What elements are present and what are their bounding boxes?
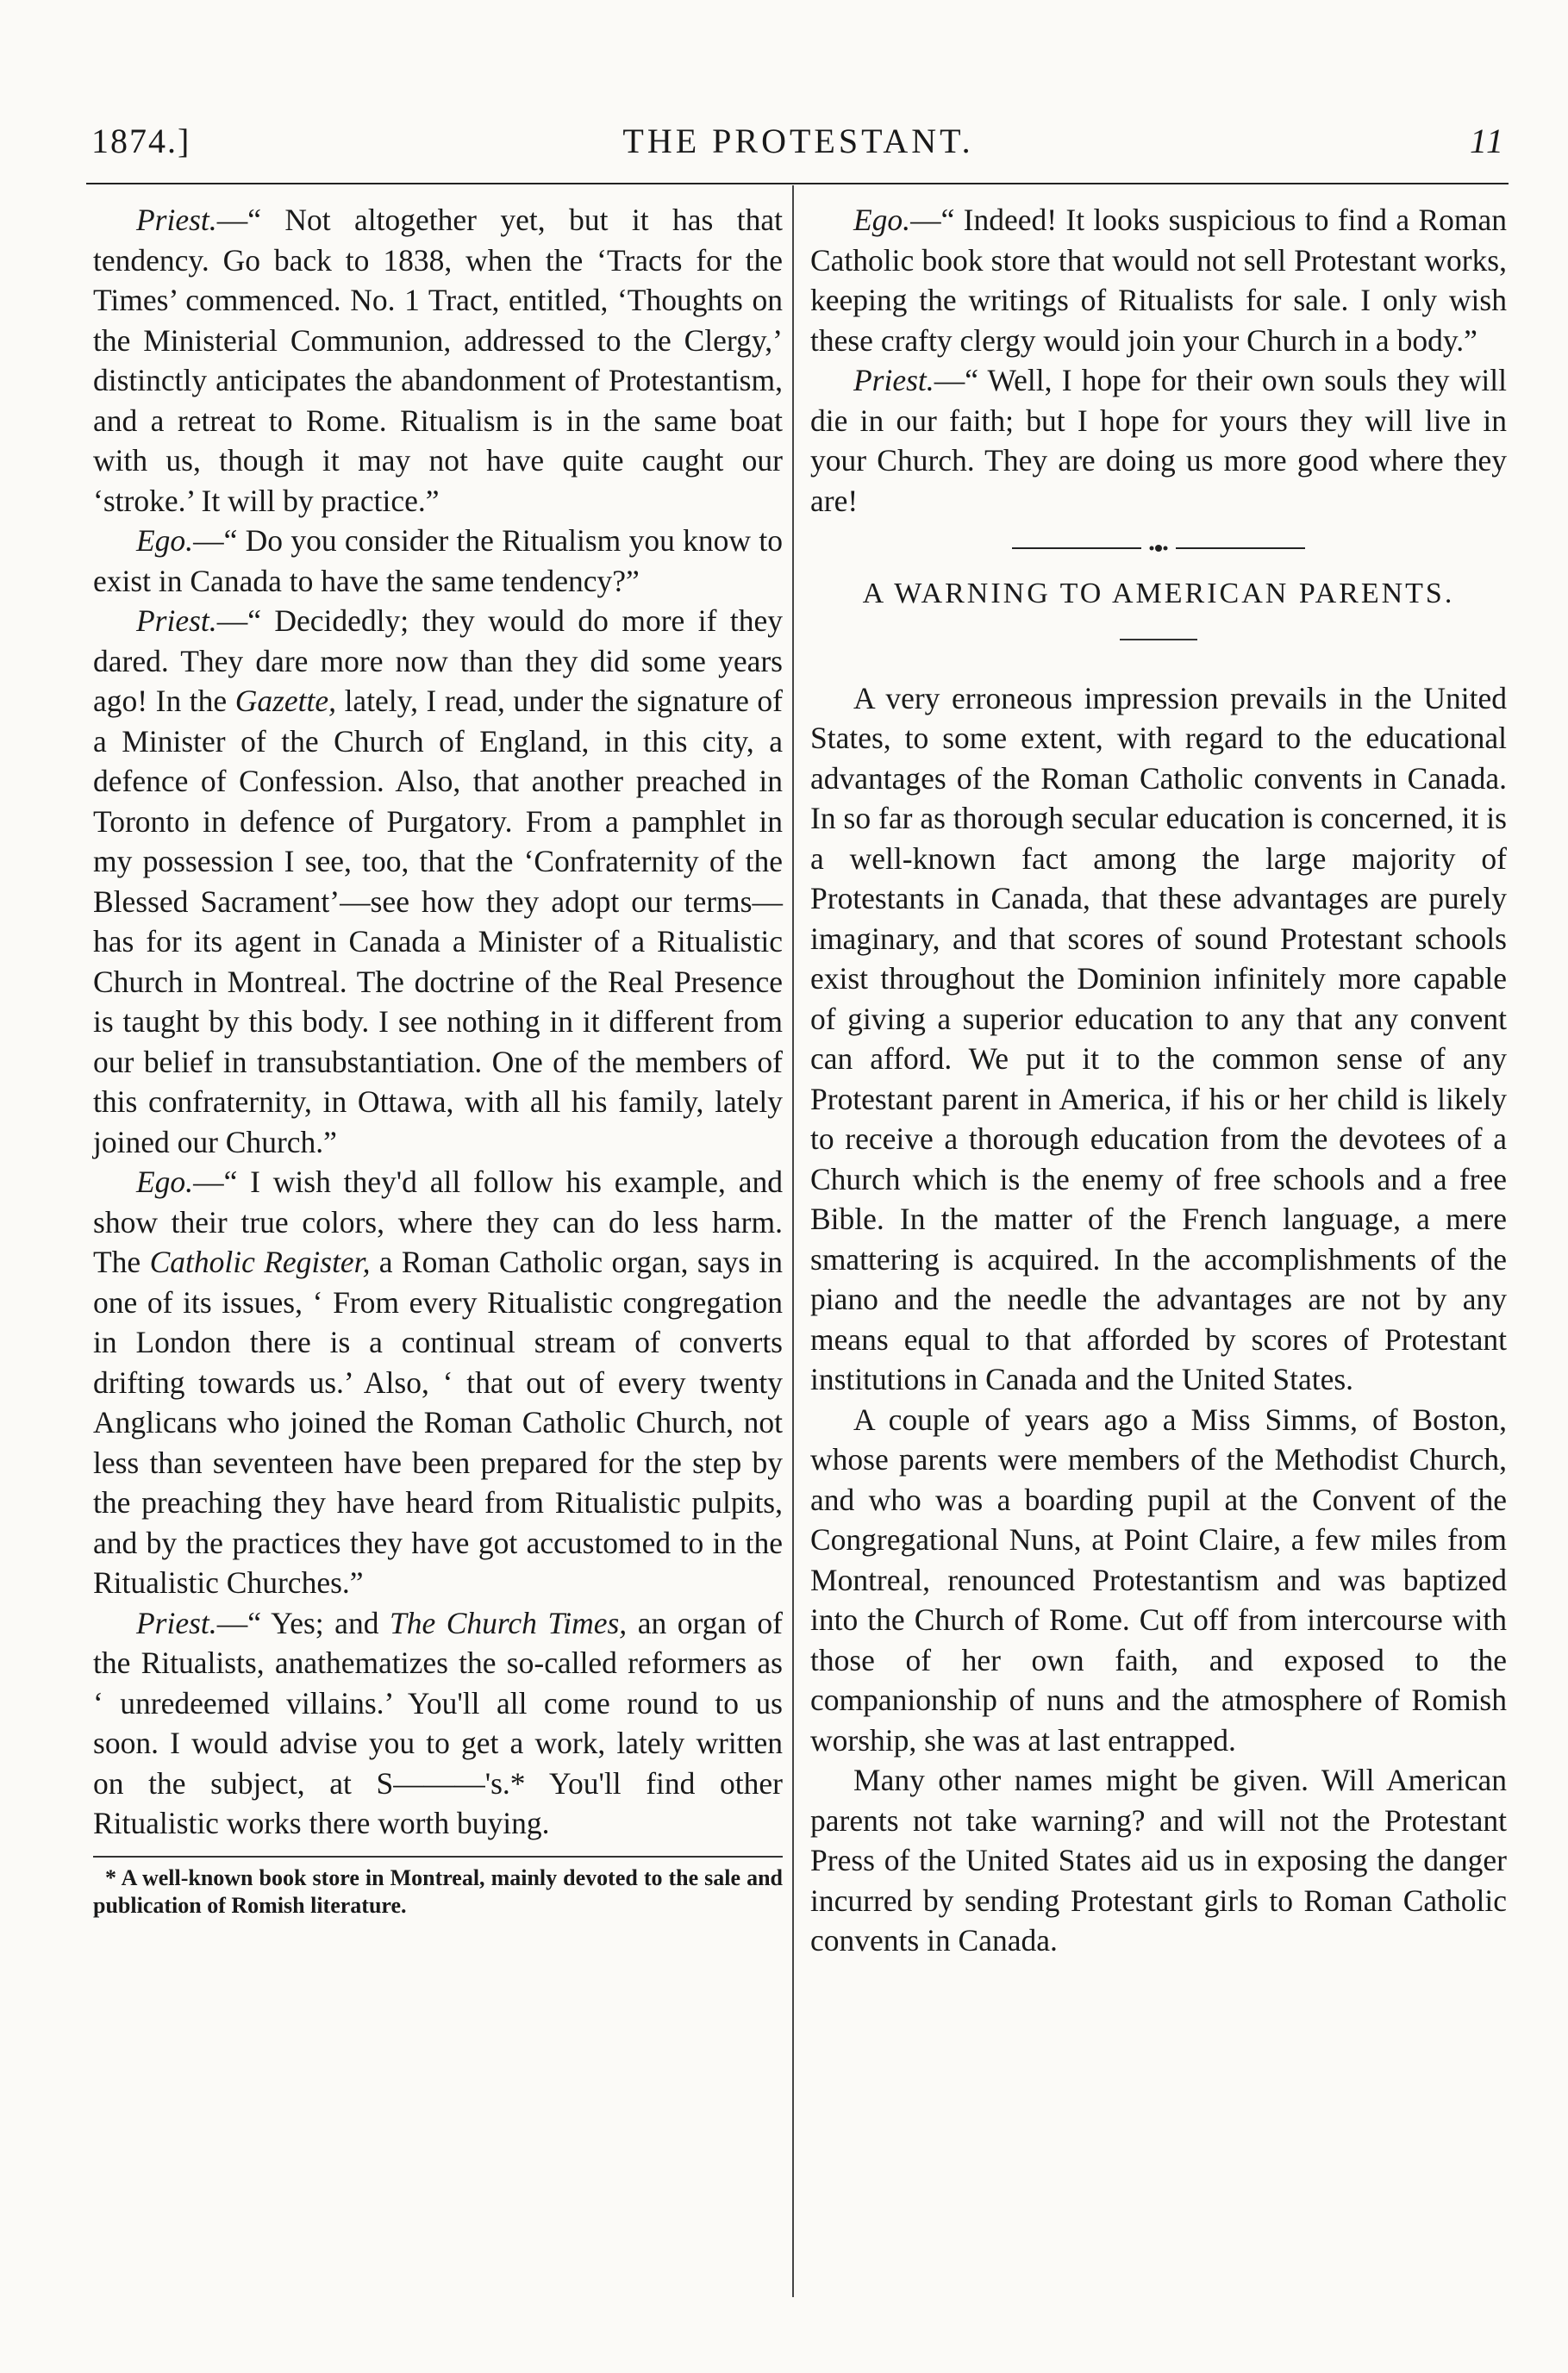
paragraph-text: —“ Not altogether yet, but it has that tendency. Go back to 1838, when the ‘Tracts for the Times’ commenced. No. 1 Tract, entitled, ‘Thoughts on the Ministerial Communion, addressed to the Clergy,’ distinctly anticipates the abandonment of Protestantism, and a retreat to Rome. Ritualism is in the same boat with us, though it may not have quite caught our ‘stroke.’ It will by practice.” bbox=[93, 203, 783, 518]
ornament-divider bbox=[1003, 540, 1314, 557]
running-header bbox=[91, 121, 1505, 172]
publication-title: Gazette, bbox=[234, 684, 337, 718]
paragraph-text: —“ Well, I hope for their own souls they will die in our faith; but I hope for yours they will live in your Church. They are doing us more good where they are! bbox=[810, 363, 1507, 518]
paragraph-text: —“ Yes; and bbox=[216, 1605, 390, 1640]
paragraph-text: —“ Do you consider the Ritualism you know to exist in Canada to have the same tendency?” bbox=[93, 523, 783, 598]
paragraph bbox=[93, 1162, 783, 1603]
heading-rule bbox=[1120, 639, 1197, 640]
paragraph-text: —“ I wish they'd all follow his example, and show their true colors, where they can do less harm. The bbox=[93, 1165, 783, 1279]
paragraph bbox=[810, 360, 1507, 521]
right-column bbox=[810, 200, 1507, 1961]
footnote-rule bbox=[93, 1856, 783, 1858]
paragraph bbox=[93, 601, 783, 1162]
paragraph bbox=[93, 521, 783, 601]
paragraph bbox=[93, 200, 783, 521]
publication-title: Catholic Register, bbox=[149, 1245, 371, 1279]
paragraph: Many other names might be given. Will American parents not take warning? and will not the Protestant Press of the United States aid us in exposing the danger incurred by sending Protestant girls to Roman Catholic convents in Canada. bbox=[810, 1763, 1507, 1958]
paragraph bbox=[810, 200, 1507, 360]
article-heading: A WARNING TO AMERICAN PARENTS. bbox=[862, 578, 1455, 609]
speaker-label: Priest. bbox=[853, 363, 934, 397]
paragraph-text: —“ Indeed! It looks suspicious to find a Roman Catholic book store that would not sell Protestant works, keeping the writings of Ritualists for sale. I only wish these crafty clergy would join your Church in a body.” bbox=[810, 203, 1507, 358]
header-rule bbox=[86, 183, 1509, 184]
column-divider bbox=[792, 185, 794, 2297]
speaker-label: Priest. bbox=[136, 603, 217, 638]
speaker-label: Ego. bbox=[853, 203, 911, 237]
paragraph-text: a Roman Catholic organ, says in one of its issues, ‘ From every Ritualistic congregation in London there is a continual stream of converts drifting towards us.’ Also, ‘ that out of every twenty Anglicans who joined the Roman Catholic Church, not less than seventeen have been prepared for the step by the preaching they have heard from Ritualistic pulpits, and by the practices they have got accustomed to in the Ritualistic Churches.” bbox=[93, 1245, 783, 1600]
paragraph: A couple of years ago a Miss Simms, of Boston, whose parents were members of the Methodist Church, and who was a boarding pupil at the Convent of the Congregational Nuns, at Point Claire, a few miles from Montreal, renounced Protestantism and was baptized into the Church of Rome. Cut off from intercourse with those of her own faith, and exposed to the companionship of nuns and the atmosphere of Romish worship, she was at last entrapped. bbox=[810, 1402, 1507, 1758]
header-year: 1874.] bbox=[91, 122, 191, 160]
left-column bbox=[93, 200, 783, 1920]
paragraph bbox=[93, 1603, 783, 1844]
speaker-label: Ego. bbox=[136, 1165, 194, 1199]
journal-title: THE PROTESTANT. bbox=[622, 122, 974, 160]
page-number: 11 bbox=[1469, 122, 1505, 160]
paragraph: A very erroneous impression prevails in the United States, to some extent, with regard to the educational advantages of the Roman Catholic convents in Canada. In so far as thorough secular education is concerned, it is a well-known fact among the large majority of Protestants in Canada, that these advantages are purely imaginary, and that scores of sound Protestant schools exist throughout the Dominion infinitely more capable of giving a superior education to any that any convent can afford. We put it to the common sense of any Protestant parent in America, if his or her child is likely to receive a thorough education from the devotees of a Church which is the enemy of free schools and a free Bible. In the matter of the French language, a mere smattering is acquired. In the accomplishments of the piano and the needle the advantages are not by any means equal to that afforded by scores of Protestant institutions in Canada and the United States. bbox=[810, 680, 1507, 1396]
paragraph-text: —“ Decidedly; they would do more if they dared. They dare more now than they did some years ago! In the bbox=[93, 603, 783, 718]
speaker-label: Ego. bbox=[136, 523, 194, 558]
speaker-label: Priest. bbox=[136, 1605, 217, 1640]
paragraph-text: an organ of the Ritualists, anathematizes the so-called reformers as ‘ unredeemed villains.’ You'll all come round to us soon. I would advise you to get a work, lately written on the subject, at S———'s.* You'll find other Ritualistic works there worth buying. bbox=[93, 1605, 783, 1840]
footnote: * A well-known book store in Montreal, mainly devoted to the sale and publication of Romish literature. bbox=[93, 1864, 783, 1918]
paragraph-text: lately, I read, under the signature of a Minister of the Church of England, in this city, a defence of Confession. Also, that another preached in Toronto in defence of Purgatory. From a pamphlet in my possession I see, too, that the ‘Confraternity of the Blessed Sacrament’—see how they adopt our terms—has for its agent in Canada a Minister of a Ritualistic Church in Montreal. The doctrine of the Real Presence is taught by this body. I see nothing in it different from our belief in transubstantiation. One of the members of this confraternity, in Ottawa, with all his family, lately joined our Church.” bbox=[93, 684, 783, 1159]
publication-title: The Church Times, bbox=[389, 1605, 628, 1640]
speaker-label: Priest. bbox=[136, 203, 217, 237]
